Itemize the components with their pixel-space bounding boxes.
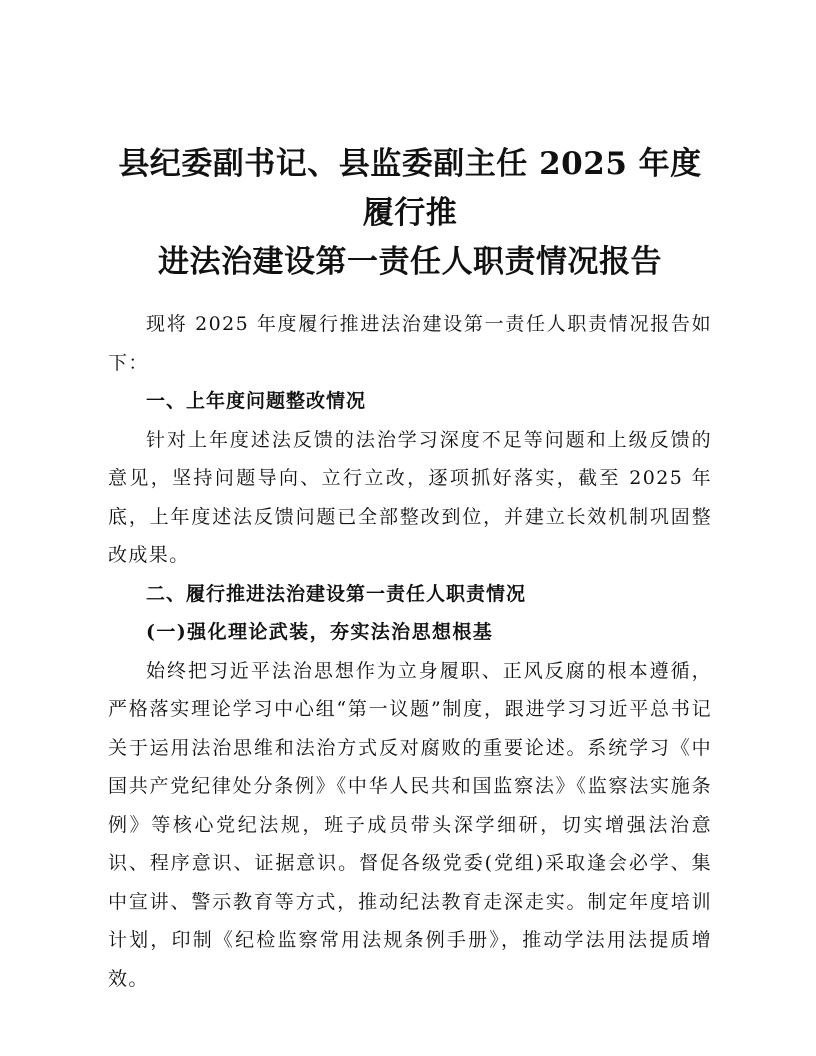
section-1-paragraph: 针对上年度述法反馈的法治学习深度不足等问题和上级反馈的意见，坚持问题导向、立行立改，逐项抓好落实，截至 2025 年底，上年度述法反馈问题已全部整改到位，并建立长效机制巩固整改成果。 bbox=[108, 428, 712, 566]
document-title bbox=[108, 140, 712, 287]
document-body bbox=[108, 305, 712, 998]
title-line-1: 县纪委副书记、县监委副主任 2025 年度履行推 bbox=[118, 146, 702, 231]
section-1-heading: 一、上年度问题整改情况 bbox=[146, 390, 367, 412]
section-2-subheading-1: (一)强化理论武装，夯实法治思想根基 bbox=[146, 621, 494, 643]
intro-paragraph: 现将 2025 年度履行推进法治建设第一责任人职责情况报告如下： bbox=[108, 313, 712, 374]
section-2-paragraph-1: 始终把习近平法治思想作为立身履职、正风反腐的根本遵循，严格落实理论学习中心组“第一议题”制度，跟进学习习近平总书记关于运用法治思维和法治方式反对腐败的重要论述。系统学习《中国共产党纪律处分条例》《中华人民共和国监察法》《监察法实施条例》等核心党纪法规，班子成员带头深学细研，切实增强法治意识、程序意识、证据意识。督促各级党委(党组)采取逢会必学、集中宣讲、警示教育等方式，推动纪法教育走深走实。制定年度培训计划，印制《纪检监察常用法规条例手册》，推动学法用法提质增效。 bbox=[108, 659, 712, 990]
document-page bbox=[108, 140, 712, 998]
title-line-2: 进法治建设第一责任人职责情况报告 bbox=[158, 244, 662, 280]
section-2-heading: 二、履行推进法治建设第一责任人职责情况 bbox=[146, 582, 527, 605]
